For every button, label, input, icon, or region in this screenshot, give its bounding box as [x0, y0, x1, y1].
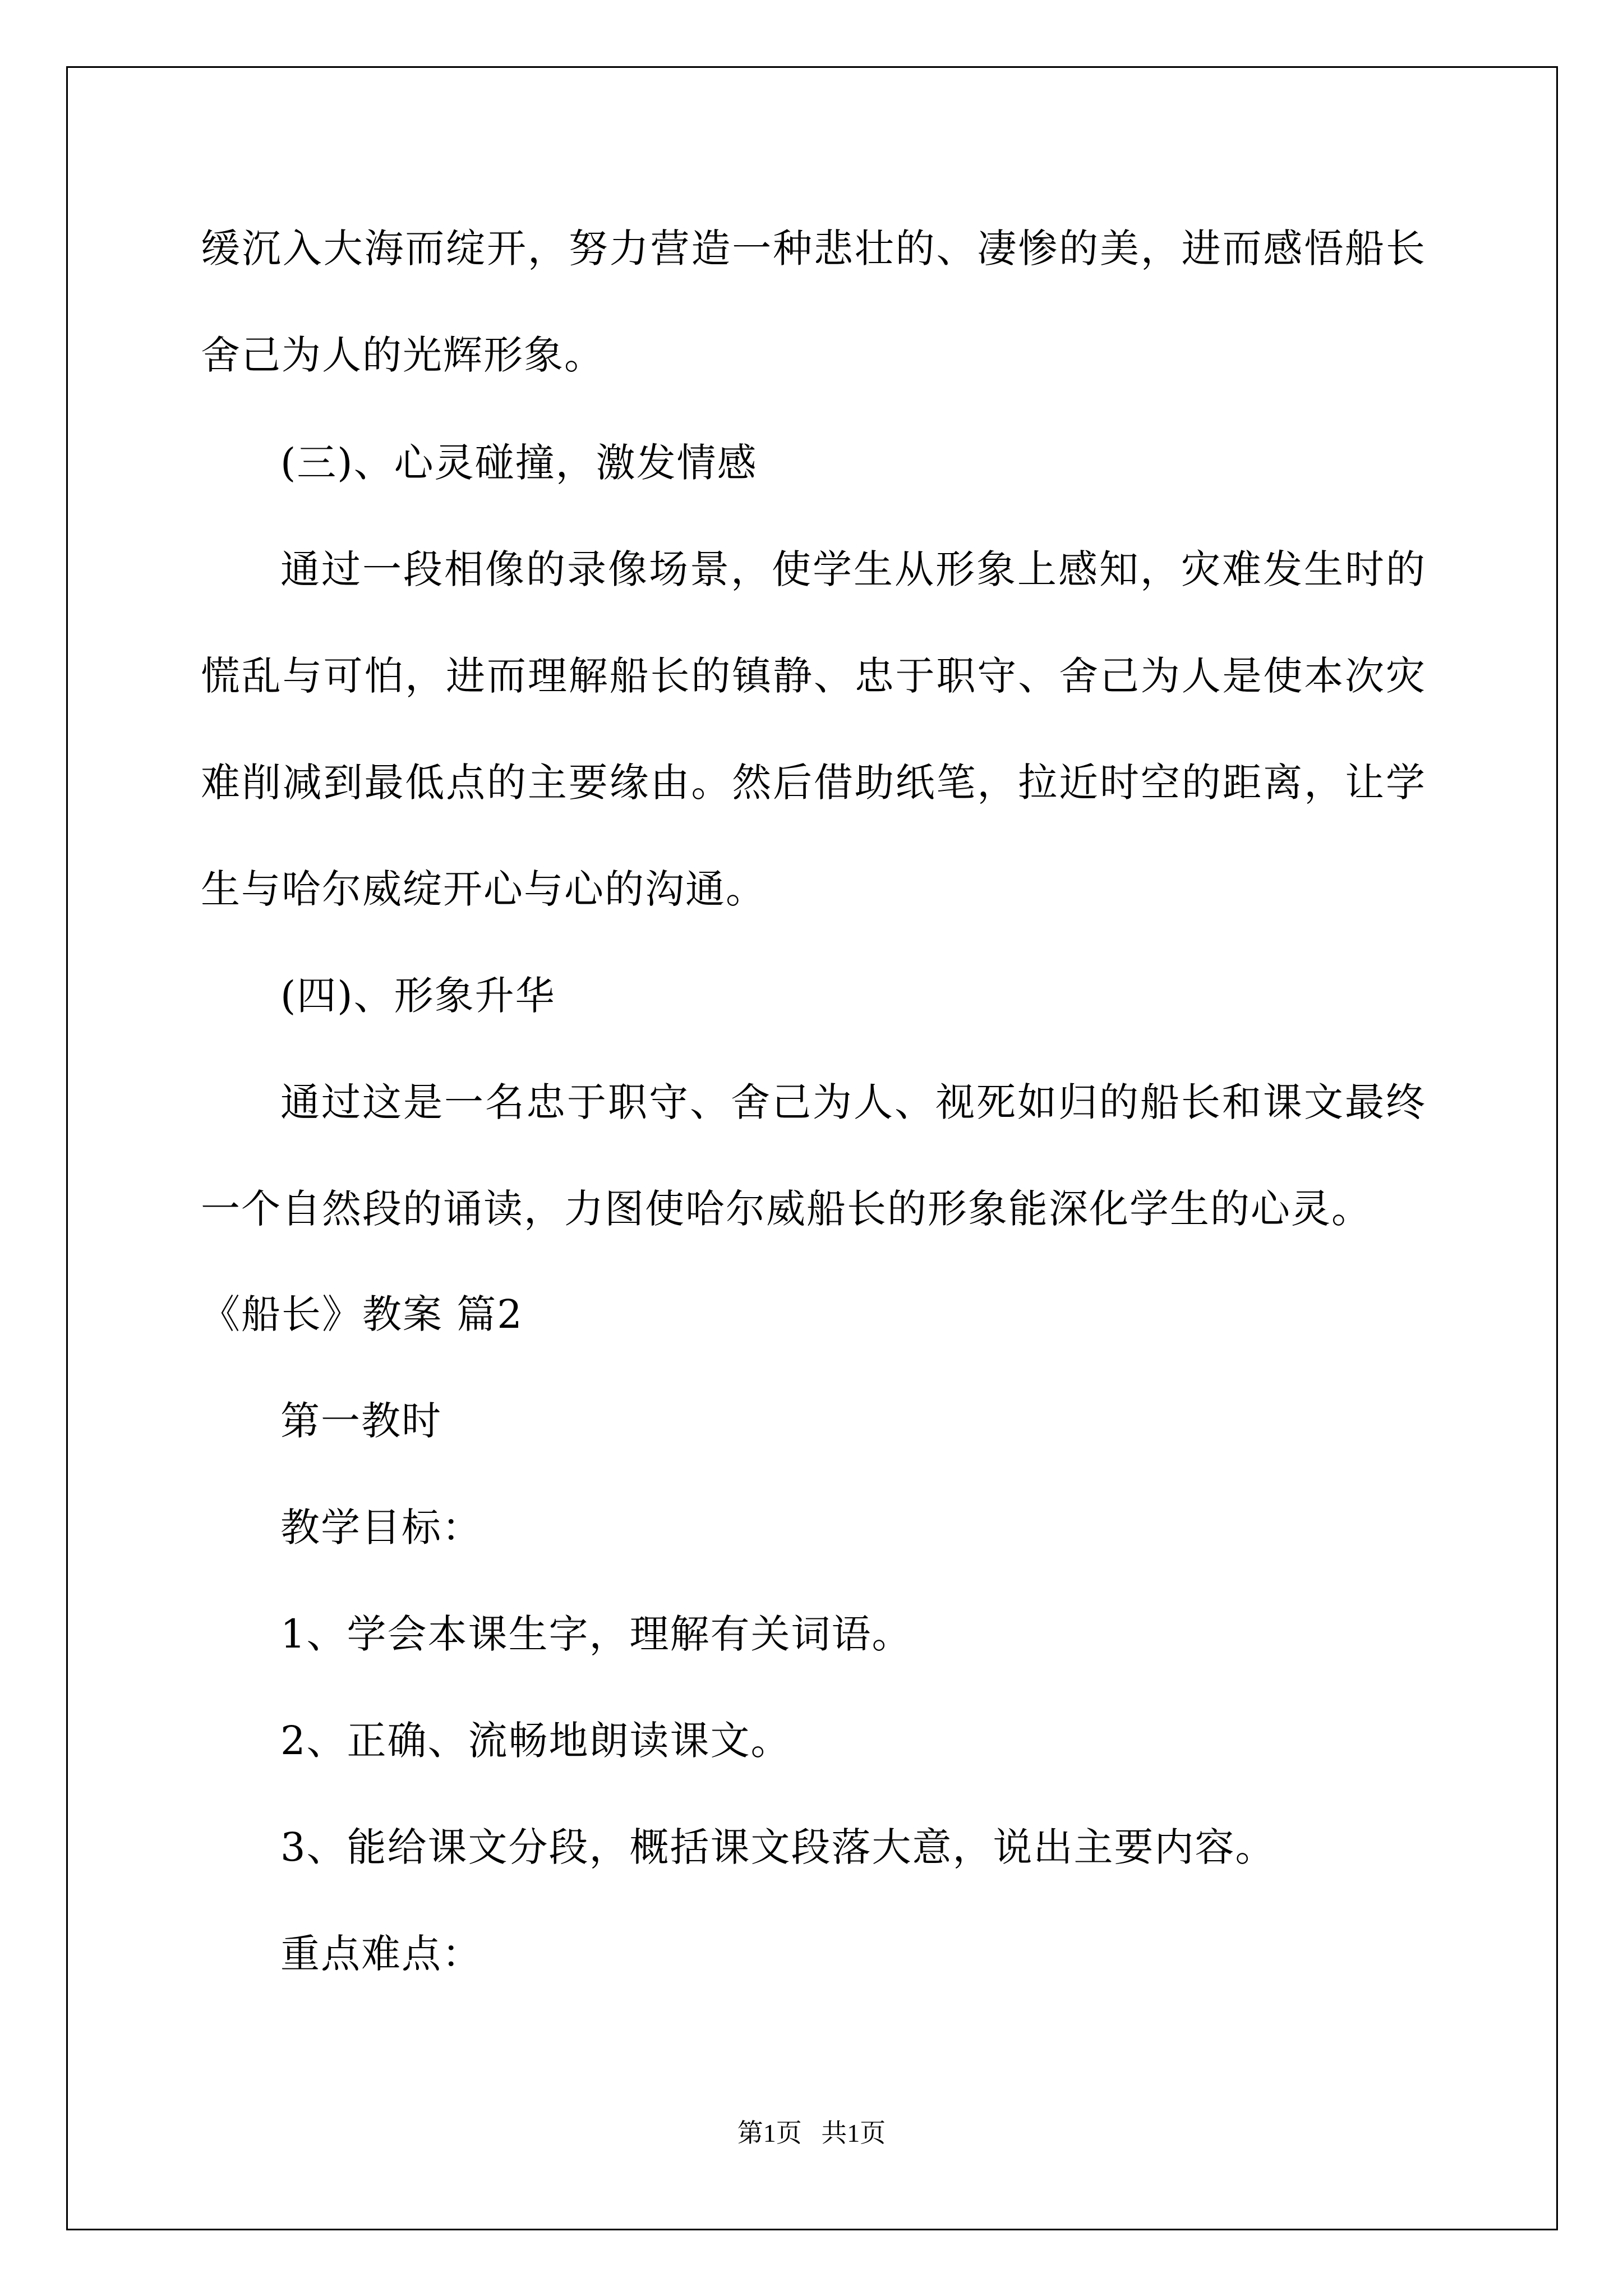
section-heading: 第一教时	[280, 1398, 442, 1444]
paragraph-line: 难削减到最低点的主要缘由。然后借助纸笔，拉近时空的距离，让学	[201, 760, 1426, 806]
list-item: 2、正确、流畅地朗读课文。	[280, 1718, 791, 1764]
page-border	[66, 66, 1558, 2230]
section-heading: (四)、形象升华	[280, 973, 556, 1019]
document-heading: 《船长》教案 篇2	[201, 1291, 523, 1337]
page-number-footer: 第1页 共1页	[737, 2119, 886, 2147]
paragraph-line: 舍己为人的光辉形象。	[201, 332, 605, 378]
paragraph-line: 慌乱与可怕，进而理解船长的镇静、忠于职守、舍己为人是使本次灾	[201, 653, 1426, 699]
paragraph-line: 通过这是一名忠于职守、舍己为人、视死如归的船长和课文最终	[280, 1079, 1426, 1125]
section-heading: (三)、心灵碰撞，激发情感	[280, 440, 758, 486]
paragraph-line: 生与哈尔威绽开心与心的沟通。	[201, 866, 766, 912]
section-heading: 教学目标：	[280, 1504, 482, 1550]
list-item: 3、能给课文分段，概括课文段落大意，说出主要内容。	[280, 1824, 1276, 1870]
section-heading: 重点难点：	[280, 1931, 482, 1977]
paragraph-line: 缓沉入大海而绽开，努力营造一种悲壮的、凄惨的美，进而感悟船长	[201, 226, 1426, 272]
list-item: 1、学会本课生字，理解有关词语。	[280, 1611, 912, 1657]
paragraph-line: 通过一段相像的录像场景，使学生从形象上感知，灾难发生时的	[280, 546, 1426, 592]
paragraph-line: 一个自然段的诵读，力图使哈尔威船长的形象能深化学生的心灵。	[201, 1186, 1372, 1232]
